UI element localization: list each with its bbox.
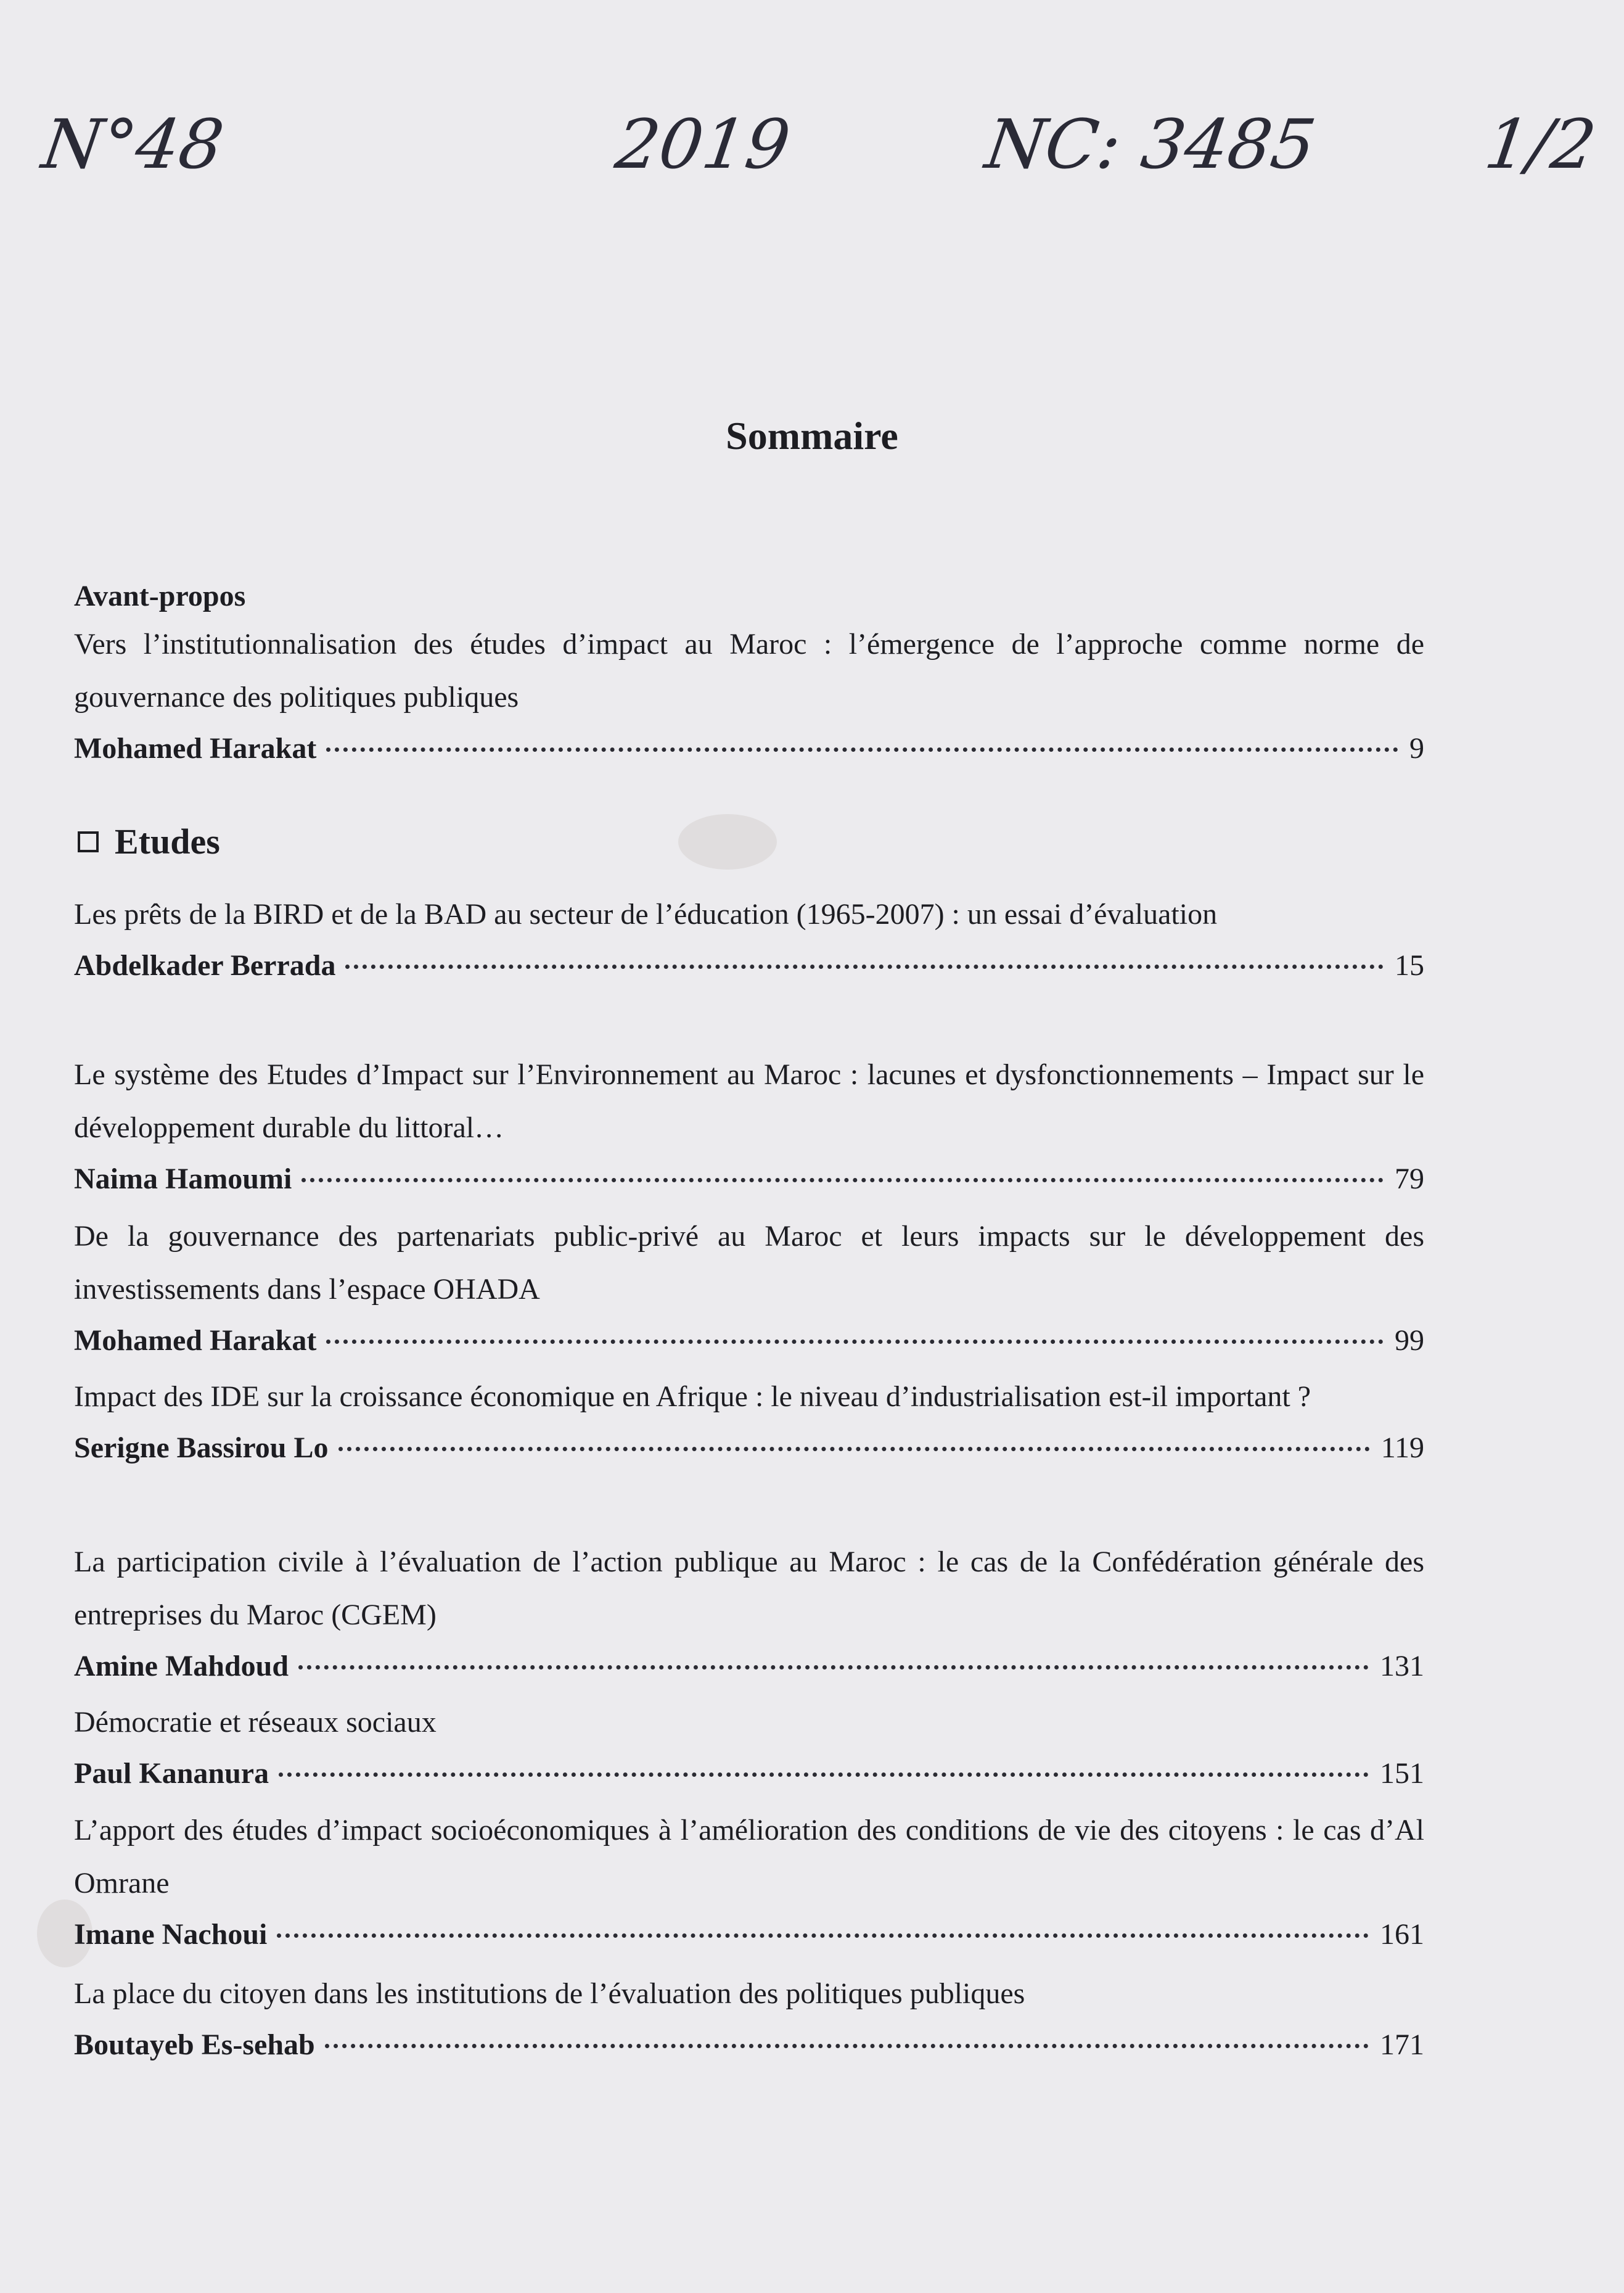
toc-entry [74,1210,1424,1365]
dot-leader [325,2044,1369,2048]
avant-propos-heading: Avant-propos [74,580,246,612]
entry-page-number: 99 [1395,1324,1424,1357]
toc-entry [74,1967,1424,2070]
entry-title: De la gouvernance des partenariats public-privé au Maroc et leurs impacts sur le développement des investissements dans l’espace OHADA [74,1220,1424,1306]
handwritten-year: 2019 [611,105,795,184]
entry-author-line [74,1910,1424,1959]
avant-propos-section [74,575,1424,773]
entry-title: La place du citoyen dans les institutions de l’évaluation des politiques publiques [74,1977,1025,2010]
entry-author: Boutayeb Es-sehab [74,2028,315,2061]
entry-title: Les prêts de la BIRD et de la BAD au secteur de l’éducation (1965-2007) : un essai d’évaluation [74,898,1218,931]
entry-page-number: 151 [1380,1757,1424,1790]
etudes-heading-row [74,817,1424,867]
avant-propos-author: Mohamed Harakat [74,732,317,765]
entry-title: Impact des IDE sur la croissance économique en Afrique : le niveau d’industrialisation est-il important ? [74,1380,1311,1413]
entry-page-number: 119 [1380,1431,1424,1464]
entry-page-number: 79 [1395,1163,1424,1195]
entry-author: Amine Mahdoud [74,1650,289,1682]
toc-entry [74,1536,1424,1691]
entry-author-line [74,2020,1424,2070]
entry-title: La participation civile à l’évaluation de l’action publique au Maroc : le cas de la Confédération générale des entreprises du Maroc (CGEM) [74,1546,1424,1631]
entry-author: Mohamed Harakat [74,1324,317,1357]
entry-title: Le système des Etudes d’Impact sur l’Environnement au Maroc : lacunes et dysfonctionnements – Impact sur le développement durable du littoral… [74,1058,1424,1144]
entry-title: Démocratie et réseaux sociaux [74,1706,437,1739]
handwritten-part: 1/2 [1480,105,1601,184]
dot-leader [326,747,1398,752]
entry-title: L’apport des études d’impact socioéconomiques à l’amélioration des conditions de vie des citoyens : le cas d’Al Omrane [74,1814,1424,1900]
entry-author-line [74,1749,1424,1798]
entry-page-number: 131 [1380,1650,1424,1682]
entry-author: Naima Hamoumi [74,1163,292,1195]
entry-author: Serigne Bassirou Lo [74,1431,329,1464]
toc-entry [74,888,1424,990]
dot-leader [301,1178,1384,1182]
handwritten-reference: NC: 3485 [981,105,1321,184]
entry-author: Abdelkader Berrada [74,949,336,982]
checkbox-icon [78,831,99,852]
dot-leader [345,965,1384,969]
entry-author: Paul Kananura [74,1757,269,1790]
toc-entry [74,1804,1424,1959]
toc-entry [74,1696,1424,1798]
toc-entry [74,1048,1424,1204]
avant-propos-title: Vers l’institutionnalisation des études d’impact au Maroc : l’émergence de l’approche comme norme de gouvernance des politiques publiques [74,628,1424,714]
dot-leader [277,1933,1369,1938]
entry-page-number: 171 [1380,2028,1424,2061]
dot-leader [338,1447,1370,1451]
dot-leader [279,1772,1369,1777]
dot-leader [326,1340,1384,1344]
entry-page-number: 15 [1395,949,1424,982]
entry-page-number: 161 [1380,1918,1424,1951]
page-title: Sommaire [726,414,898,458]
entry-author-line [74,1316,1424,1365]
etudes-heading: Etudes [115,821,220,862]
entry-author-line [74,1423,1424,1473]
entry-author-line [74,1642,1424,1691]
toc-entry [74,1370,1424,1473]
entry-author-line [74,1155,1424,1204]
avant-propos-page-number: 9 [1409,732,1424,765]
avant-propos-author-line [74,724,1424,773]
dot-leader [298,1665,1369,1669]
entry-author: Imane Nachoui [74,1918,268,1951]
entry-author-line [74,941,1424,990]
handwritten-issue-number: N°48 [38,105,229,184]
